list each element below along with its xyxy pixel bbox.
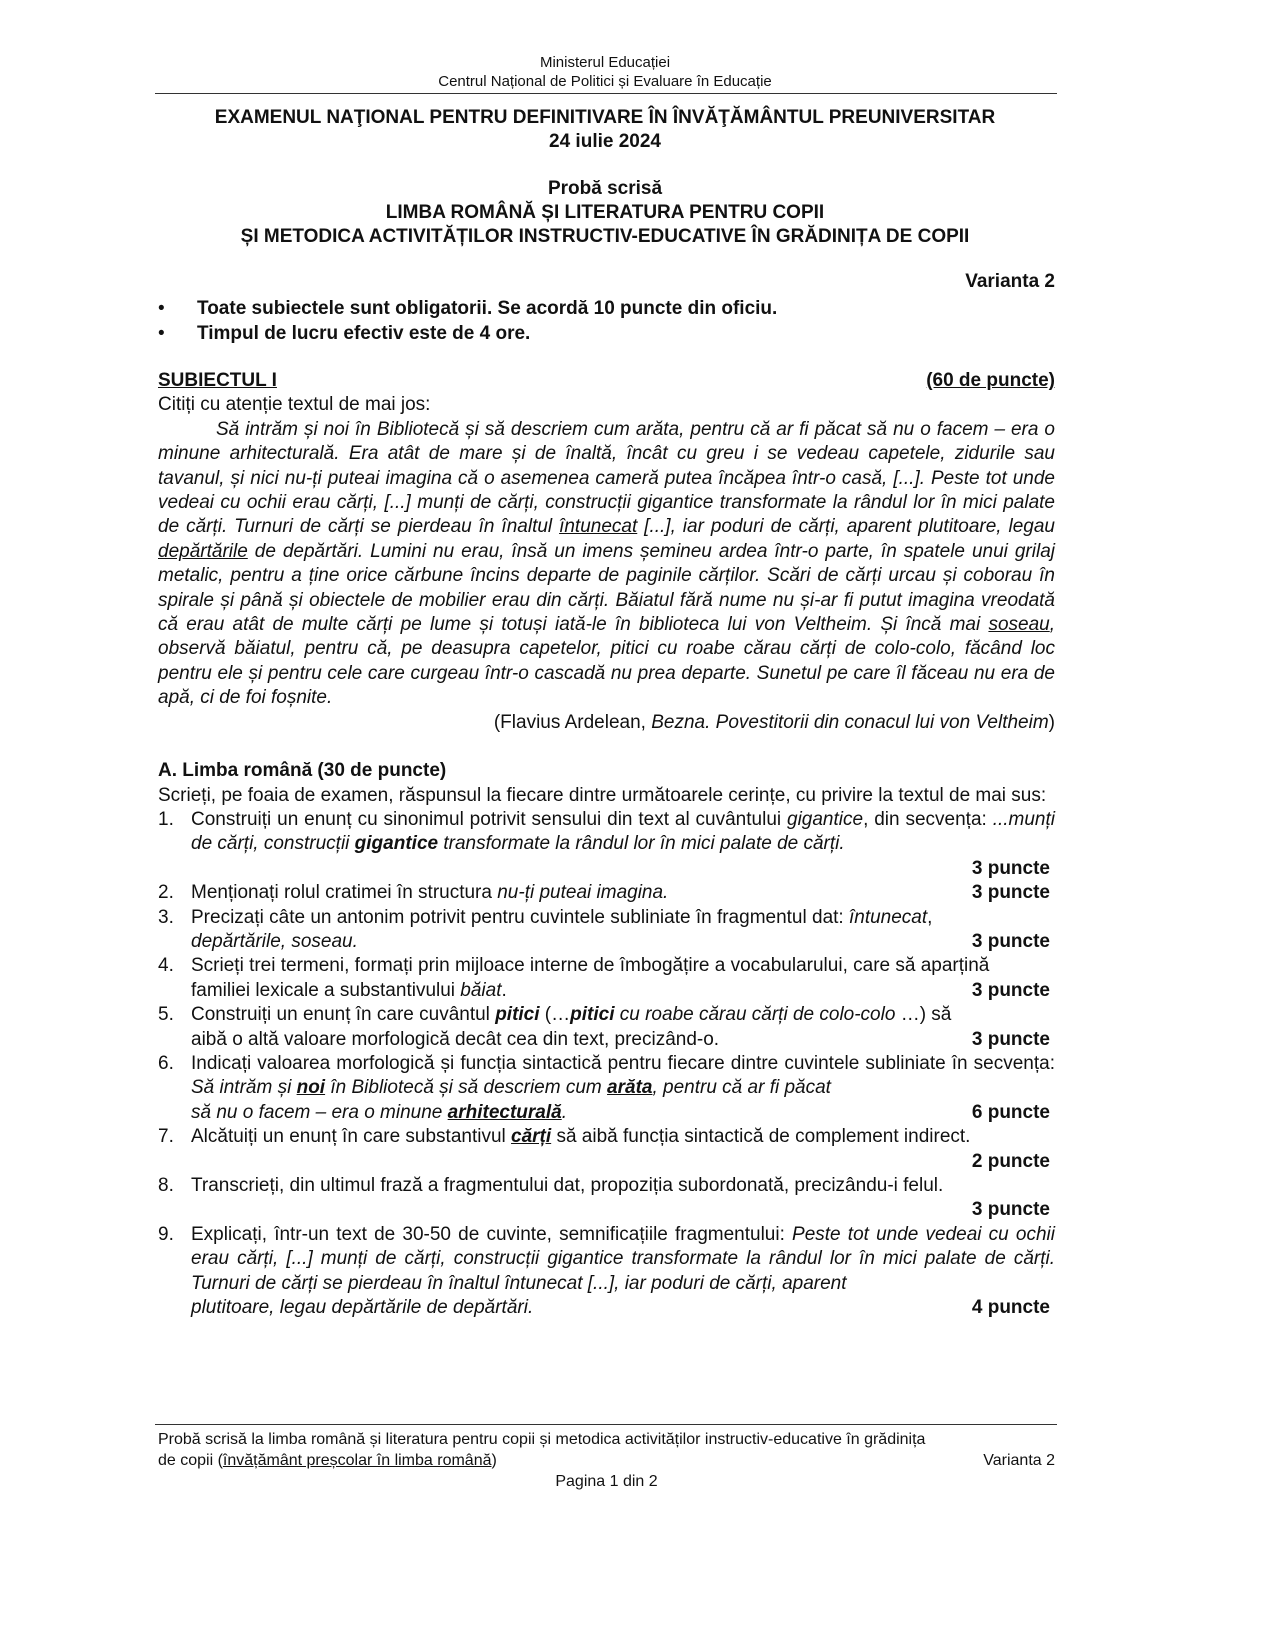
question-body (191, 1052, 1055, 1125)
question-number: 6. (158, 1052, 174, 1074)
question-text (191, 1174, 1055, 1198)
text-run: Explicați, într-un text de 30-50 de cuvinte, semnificațiile fragmentului: (191, 1223, 793, 1245)
question-body (191, 1223, 1055, 1321)
instruction-item (158, 321, 777, 346)
question-points: 3 puncte (971, 979, 1050, 1001)
footer-text: ) (491, 1452, 497, 1469)
text-run: Precizați câte un antonim potrivit pentru cuvintele subliniate în fragmentul dat: (191, 906, 849, 928)
page-footer (158, 1429, 1055, 1492)
text-run: , observă băiatul, pentru că, pe deasupra capetelor, pitici cu roabe cărau cărți de colo-colo, făcând loc pentru ele și pentru cele care curgeau într-o cascadă nu prea departe. Sunetul pe care îl făceau nu era de apă, ci de foi foșnite. (158, 614, 1055, 709)
question-body (191, 906, 1055, 955)
footer-divider (155, 1424, 1057, 1425)
instruction-text: Toate subiectele sunt obligatorii. Se acordă 10 puncte din oficiu. (197, 298, 778, 319)
question-points: 6 puncte (971, 1101, 1050, 1123)
reading-instruction: Citiți cu atenție textul de mai jos: (158, 394, 431, 416)
question-number: 3. (158, 906, 174, 928)
text-run: Să intrăm și noi în Bibliotecă și să descriem cum arăta, pentru că ar fi păcat să nu o facem – era o minune arhitecturală. Era atât de mare și de înaltă, încât cu greu i se vedeau capetele, zidurile sau tavanul, și nici nu-ți puteai imagina că o asemenea cameră putea încăpea într-o casă, [...]. Peste tot unde vedeai cu ochii erau cărți, [...] munți de cărți, construcții gigantice transformate la rândul lor în mici palate de cărți. Turnuri de cărți se pierdeau în înaltul (158, 418, 1055, 538)
question-points: 2 puncte (971, 1150, 1050, 1172)
question-points: 3 puncte (971, 1028, 1050, 1050)
text-run: familiei lexicale a substantivului (191, 979, 461, 1001)
center-name: Centrul Național de Politici și Evaluare în Educație (438, 73, 772, 90)
text-run: Indicați valoarea morfologică și funcția sintactică pentru fiecare dintre cuvintele subliniate în secvența: (191, 1052, 1055, 1074)
question-body (191, 954, 1055, 1003)
question-number: 9. (158, 1223, 174, 1245)
text-run: (… (539, 1004, 571, 1026)
page-header (155, 53, 1055, 91)
text-run: ) (1048, 711, 1055, 733)
question-body (191, 1174, 1055, 1223)
text-run: aibă o altă valoare morfologică decât cea din text, precizând-o. (191, 1028, 720, 1050)
question-points: 3 puncte (971, 930, 1050, 952)
question-text (191, 979, 507, 1003)
text-run: întunecat (559, 516, 638, 538)
question-item (158, 1223, 1055, 1321)
text-run: Scrieți trei termeni, formați prin mijloace interne de îmbogățire a vocabularului, care să aparțină (191, 955, 990, 977)
question-text (191, 808, 1055, 857)
question-last-line (191, 881, 1055, 905)
subject-points: (60 de puncte) (926, 370, 1055, 391)
text-run: depărtările, soseau. (191, 930, 358, 952)
question-body (191, 1125, 1055, 1174)
question-text (191, 881, 668, 905)
text-run: întunecat (848, 906, 928, 928)
text-run: , (927, 906, 933, 928)
question-item (158, 954, 1055, 1003)
text-run: depărtările (158, 540, 248, 562)
footer-line2 (158, 1450, 1055, 1471)
question-text (191, 1296, 533, 1320)
footer-text: de copii ( (158, 1452, 223, 1469)
question-number: 1. (158, 808, 174, 830)
page-number: Pagina 1 din 2 (555, 1473, 658, 1490)
question-last-line (191, 1101, 1055, 1125)
question-item (158, 1125, 1055, 1174)
question-text (191, 1028, 719, 1052)
question-text (191, 1101, 567, 1125)
text-run: ...munți de cărți, construcții (191, 808, 1055, 855)
reading-passage (158, 418, 1055, 711)
question-item (158, 808, 1055, 881)
question-number: 2. (158, 882, 174, 904)
text-run: cărți (511, 1126, 552, 1148)
question-text (191, 1125, 1055, 1149)
bullet-icon: • (158, 323, 165, 344)
question-item (158, 1174, 1055, 1223)
footer-line1: Probă scrisă la limba română și literatura pentru copii și metodica activităților instructiv-educative în grădinița (158, 1431, 926, 1448)
exam-title: EXAMENUL NAŢIONAL PENTRU DEFINITIVARE ÎN ÎNVĂŢĂMÂNTUL PREUNIVERSITAR (214, 107, 996, 128)
text-run: să aibă funcția sintactică de complement indirect. (551, 1126, 971, 1148)
text-run: . (561, 1101, 567, 1123)
exam-subject-line2: ȘI METODICA ACTIVITĂȚILOR INSTRUCTIV-EDUCATIVE ÎN GRĂDINIȚA DE COPII (240, 226, 970, 247)
question-item (158, 1052, 1055, 1125)
question-last-line (191, 979, 1055, 1003)
text-run: pitici (570, 1004, 615, 1026)
question-points: 3 puncte (971, 1199, 1050, 1221)
exam-type: Probă scrisă (547, 178, 663, 199)
question-number: 8. (158, 1175, 174, 1196)
text-run: soseau (988, 614, 1050, 636)
text-run: arhitecturală (447, 1101, 562, 1123)
question-item (158, 906, 1055, 955)
section-a-title: A. Limba română (30 de puncte) (158, 760, 447, 782)
instruction-item (158, 296, 777, 321)
question-points: 3 puncte (971, 882, 1050, 904)
text-run: nu-ți puteai imagina. (497, 882, 669, 904)
exam-date: 24 iulie 2024 (549, 131, 661, 152)
text-run: (Flavius Ardelean, (493, 711, 652, 733)
question-points: 3 puncte (971, 857, 1050, 879)
text-run: să nu o facem – era o minune (191, 1101, 448, 1123)
header-divider (155, 93, 1057, 94)
question-last-line (191, 1296, 1055, 1320)
question-number: 4. (158, 955, 174, 977)
question-text (191, 1052, 1055, 1101)
text-run: gigantice (354, 833, 439, 855)
question-body (191, 808, 1055, 881)
question-list (158, 808, 1055, 1321)
text-run: Să intrăm și (191, 1077, 297, 1099)
ministry-name: Ministerul Educației (539, 54, 671, 71)
bullet-icon: • (158, 298, 165, 319)
text-run: Alcătuiți un enunț în care substantivul (191, 1126, 512, 1148)
text-run: Peste tot unde vedeai cu ochii erau cărți, [...] munți de cărți, construcții gigantice transformate la rândul lor în mici palate de cărți. Turnuri de cărți se pierdeau în înaltul întunecat [...], iar poduri de cărți, aparent (191, 1223, 1055, 1294)
text-run: noi (296, 1077, 326, 1099)
text-run: în Bibliotecă și să descriem cum (325, 1077, 608, 1099)
text-run: Construiți un enunț cu sinonimul potrivit sensului din text al cuvântului (191, 808, 787, 830)
text-run: Bezna. Povestitorii din conacul lui von Veltheim (651, 711, 1049, 733)
footer-underlined: învățământ preșcolar în limba română (222, 1452, 492, 1469)
text-run: [...], iar poduri de cărți, aparent plutitoare, legau (637, 516, 1055, 538)
text-run: . (501, 979, 507, 1001)
text-run: Construiți un enunț în care cuvântul (191, 1004, 496, 1026)
instructions-list (158, 296, 777, 346)
exam-subject-line1: LIMBA ROMÂNĂ ȘI LITERATURA PENTRU COPII (385, 202, 825, 223)
footer-variant: Varianta 2 (983, 1452, 1055, 1469)
variant-label: Varianta 2 (965, 271, 1055, 292)
question-item (158, 1003, 1055, 1052)
text-run: băiat (460, 979, 502, 1001)
text-run: gigantice (787, 808, 864, 830)
question-body (191, 1003, 1055, 1052)
question-number: 5. (158, 1004, 174, 1026)
exam-subject-block (155, 177, 1055, 249)
subject-heading (158, 369, 1055, 393)
text-run: plutitoare, legau depărtările de depărtări. (191, 1297, 534, 1319)
text-run: , pentru că ar fi păcat (652, 1077, 831, 1099)
text-run: transformate la rândul lor în mici palate de cărți. (438, 833, 845, 855)
text-run: arăta (607, 1077, 653, 1099)
question-text (191, 930, 358, 954)
question-text (191, 906, 1055, 930)
text-run: de depărtări. Lumini nu erau, însă un imens șemineu ardea într-o parte, în spatele unui grilaj metalic, pentru a ține orice cărbune încins departe de paginile cărților. Scări de cărți urcau și coborau în spirale și până și obiectele de mobilier erau din cărți. Băiatul fără nume nu și-ar fi putut imagina vreodată că erau atât de multe cărți pe lume și totuși iată-le în biblioteca lui von Veltheim. Și încă mai (158, 540, 1055, 636)
question-item (158, 881, 1055, 905)
question-last-line (191, 1028, 1055, 1052)
text-run: Menționați rolul cratimei în structura (191, 882, 498, 904)
question-text (191, 954, 1055, 978)
subject-title: SUBIECTUL I (158, 370, 277, 391)
exam-title-block (155, 106, 1055, 154)
question-body (191, 881, 1055, 905)
subject-one (158, 369, 1055, 1320)
question-last-line (191, 930, 1055, 954)
text-run: Transcrieți, din ultimul frază a fragmentului dat, propoziția subordonată, precizându-i felul. (191, 1175, 944, 1196)
section-a-intro: Scrieți, pe foaia de examen, răspunsul la fiecare dintre următoarele cerințe, cu privire la textul de mai sus: (158, 784, 1047, 806)
text-run: , din secvența: (863, 808, 993, 830)
text-run: cu roabe cărau cărți de colo-colo (614, 1004, 896, 1026)
question-points: 4 puncte (971, 1297, 1050, 1319)
text-run: pitici (495, 1004, 540, 1026)
passage-citation (158, 711, 1055, 735)
question-text (191, 1003, 1055, 1027)
question-number: 7. (158, 1126, 174, 1148)
question-text (191, 1223, 1055, 1296)
instruction-text: Timpul de lucru efectiv este de 4 ore. (197, 323, 531, 344)
text-run: …) să (895, 1004, 952, 1026)
